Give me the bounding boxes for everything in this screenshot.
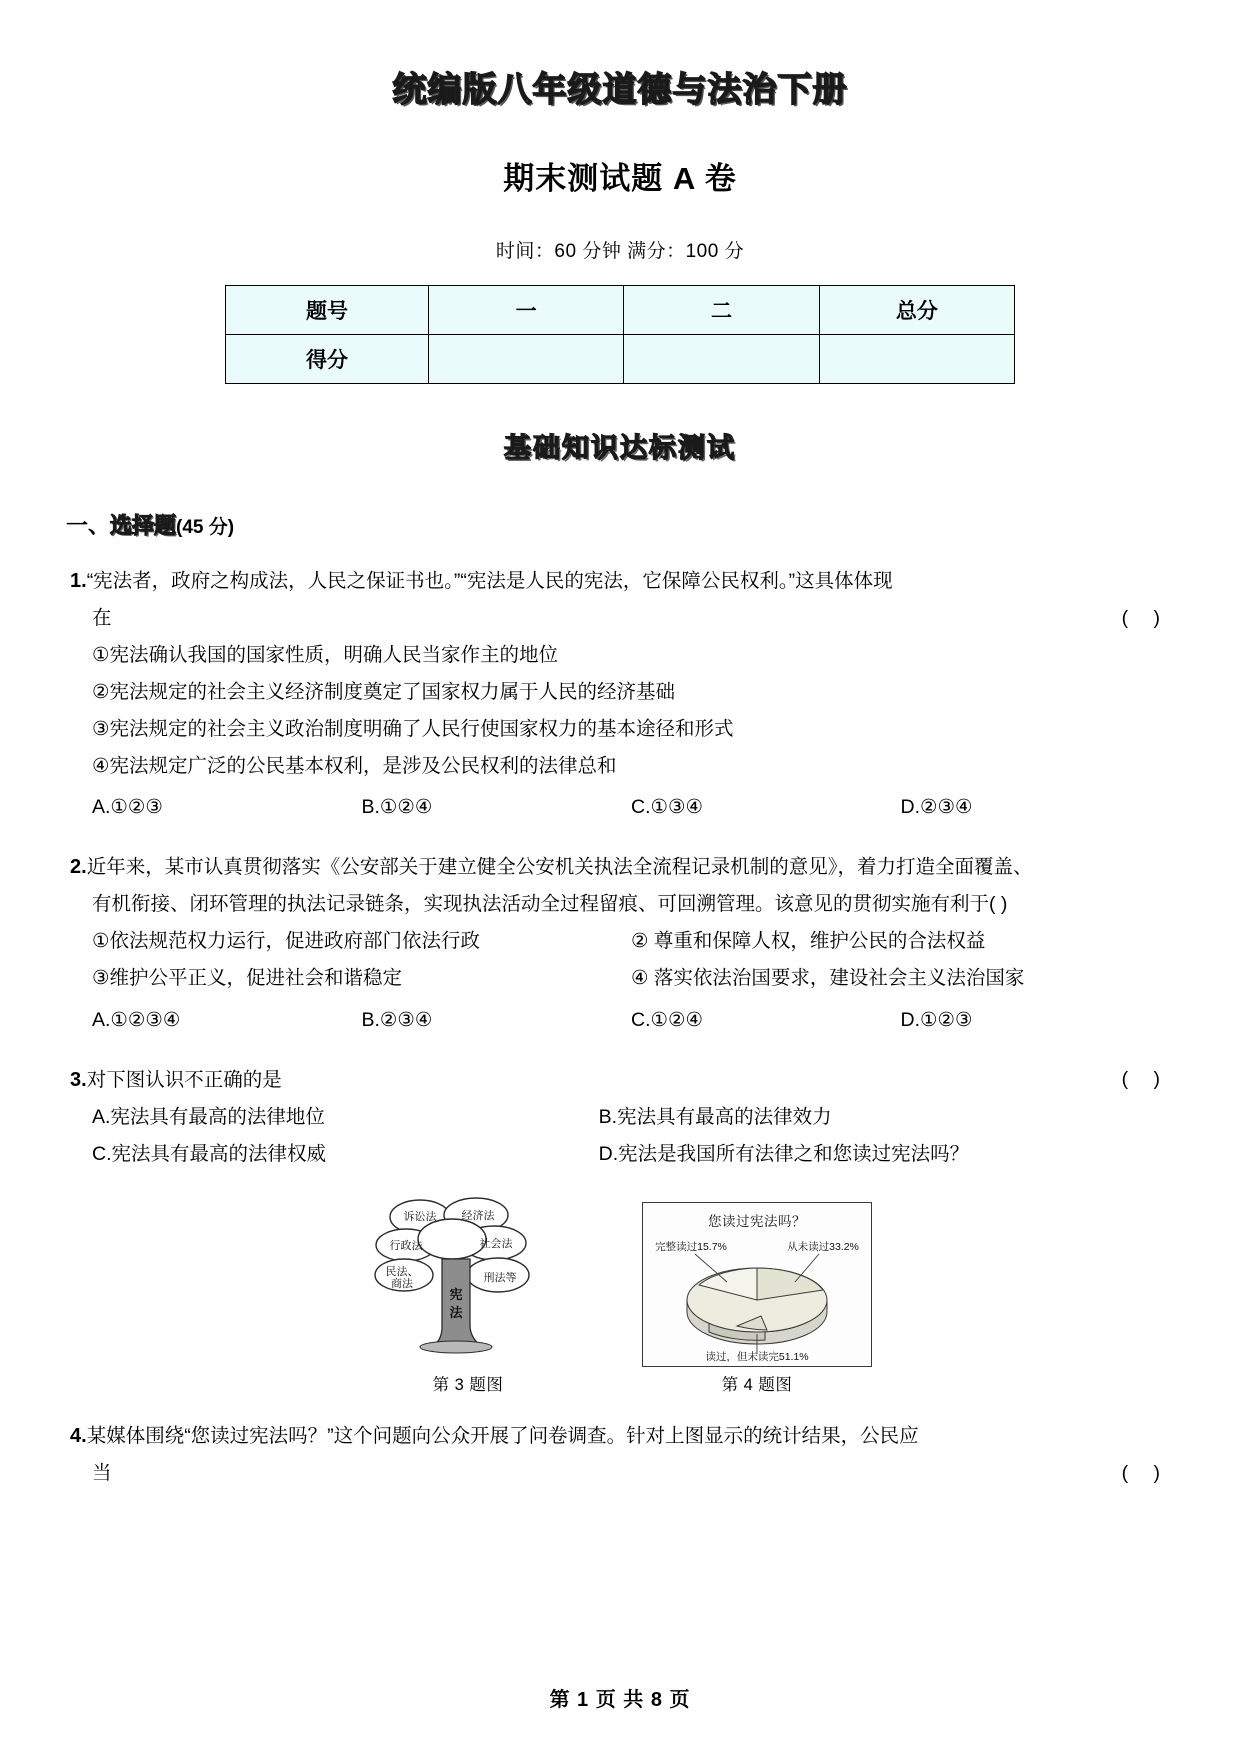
score-table-col-2: 二 (624, 286, 819, 335)
tree-label-commercial: 商法 (391, 1277, 413, 1290)
question-2-option-c[interactable]: C.①②④ (631, 1008, 703, 1031)
question-2-number: 2. (70, 856, 87, 879)
figures-row (70, 1187, 1170, 1395)
pie-label-partially-read: 读过，但未读完51.1% (705, 1350, 809, 1362)
question-4-answer-blank[interactable]: ( ) (1121, 1461, 1170, 1484)
question-4-stem-line2 (70, 1455, 1170, 1492)
page-title: 统编版八年级道德与法治下册 (392, 71, 848, 109)
question-1-stem-line1 (70, 562, 1170, 600)
question-4-stem-line1 (70, 1417, 1170, 1455)
pie-label-read-fully: 完整读过15.7% (655, 1240, 727, 1253)
question-1-number: 1. (70, 570, 87, 592)
score-cell-total[interactable] (819, 335, 1014, 384)
question-2-items-row2 (70, 960, 1170, 997)
question-3-answer-blank[interactable]: ( ) (1121, 1067, 1170, 1090)
question-4-number: 4. (70, 1424, 87, 1447)
question-2-item-3: ③维护公平正义，促进社会和谐稳定 (92, 967, 402, 990)
question-3-options-row2 (70, 1136, 1170, 1173)
tree-label-litigation: 诉讼法 (403, 1210, 437, 1223)
figure-tree (368, 1187, 568, 1395)
figure-pie-caption: 第 4 题图 (721, 1375, 793, 1394)
question-2-option-b[interactable]: B.②③④ (361, 1008, 433, 1031)
score-cell-2[interactable] (624, 335, 819, 384)
question-1 (70, 562, 1170, 826)
question-1-item-4: ④宪法规定广泛的公民基本权利，是涉及公民权利的法律总和 (92, 755, 617, 778)
pie-chart-box (642, 1202, 872, 1367)
pie-label-never-read: 从未读过33.2% (787, 1240, 859, 1253)
question-group-heading (0, 465, 1240, 540)
question-1-answer-blank[interactable]: ( ) (1121, 607, 1170, 630)
question-2-option-d[interactable]: D.①②③ (900, 1008, 973, 1031)
question-1-option-c[interactable]: C.①③④ (631, 796, 703, 819)
question-1-option-a[interactable]: A.①②③ (92, 796, 163, 819)
question-1-item-3: ③宪法规定的社会主义政治制度明确了人民行使国家权力的基本途径和形式 (92, 718, 734, 741)
score-table-wrapper (225, 285, 1015, 384)
question-2-stem-cont: 有机衔接、闭环管理的执法记录链条，实现执法活动全过程留痕、可回溯管理。该意见的贯彻实施有利于( ) (92, 893, 1008, 916)
question-1-option-d[interactable]: D.②③④ (900, 796, 973, 819)
question-1-options (70, 789, 1170, 826)
tree-trunk-label-2: 法 (449, 1304, 463, 1320)
question-2-stem-line1 (70, 848, 1170, 886)
tree-label-administrative: 行政法 (389, 1239, 423, 1252)
figure-tree-caption: 第 3 题图 (432, 1375, 504, 1394)
question-2-item-4: ④ 落实依法治国要求，建设社会主义法治国家 (631, 967, 1025, 990)
score-table (225, 285, 1015, 384)
question-3-stem (70, 1061, 1170, 1099)
tree-trunk-label-1: 宪 (449, 1286, 463, 1302)
question-1-item-1: ①宪法确认我国的国家性质，明确人民当家作主的地位 (92, 644, 558, 667)
question-3-stem-text: 对下图认识不正确的是 (86, 1068, 282, 1091)
question-2-items-row1 (70, 923, 1170, 960)
question-3-option-d[interactable]: D.宪法是我国所有法律之和您读过宪法吗？ (598, 1142, 970, 1165)
question-2-item-1: ①依法规范权力运行，促进政府部门依法行政 (92, 930, 480, 953)
question-4-stem-cont: 当 (92, 1461, 112, 1484)
tree-label-social: 社会法 (479, 1237, 513, 1250)
table-row (226, 335, 1015, 384)
page-subtitle: 期末测试题 A 卷 (503, 161, 737, 196)
score-table-col-total: 总分 (819, 286, 1014, 335)
score-table-col-1: 一 (429, 286, 624, 335)
score-table-row-label: 得分 (226, 335, 429, 384)
question-3-number: 3. (70, 1068, 87, 1091)
question-1-stem-text: “宪法者，政府之构成法，人民之保证书也。”“宪法是人民的宪法，它保障公民权利。”这具体体现 (86, 570, 893, 592)
exam-meta: 时间：60 分钟 满分：100 分 (495, 241, 745, 262)
score-table-row-label: 题号 (226, 286, 429, 335)
table-row (226, 286, 1015, 335)
page-footer: 第 1 页 共 8 页 (549, 1689, 691, 1711)
pie-chart (643, 1230, 871, 1362)
group-points: (45 分) (176, 517, 235, 538)
question-3-option-c[interactable]: C.宪法具有最高的法律权威 (92, 1142, 327, 1165)
question-1-stem-cont: 在 (92, 607, 112, 630)
question-3-option-a[interactable]: A.宪法具有最高的法律地位 (92, 1105, 325, 1128)
questions-body (0, 562, 1240, 1492)
question-4-stem-text: 某媒体围绕“您读过宪法吗？”这个问题向公众开展了问卷调查。针对上图显示的统计结果，公民应 (86, 1424, 919, 1447)
group-index: 一、 (66, 513, 111, 538)
question-3 (70, 1061, 1170, 1173)
score-cell-1[interactable] (429, 335, 624, 384)
tree-label-civil: 民法、 (385, 1265, 419, 1278)
question-2 (70, 848, 1170, 1038)
question-2-item-2: ② 尊重和保障人权，维护公民的合法权益 (631, 930, 986, 953)
question-4 (70, 1417, 1170, 1492)
question-2-option-a[interactable]: A.①②③④ (92, 1008, 181, 1031)
question-1-option-b[interactable]: B.①②④ (361, 796, 433, 819)
question-1-item-2: ②宪法规定的社会主义经济制度奠定了国家权力属于人民的经济基础 (92, 681, 675, 704)
question-2-stem-line2 (70, 886, 1170, 923)
section-heading: 基础知识达标测试 (504, 433, 736, 463)
law-tree-diagram (368, 1187, 568, 1362)
tree-label-economic: 经济法 (461, 1209, 495, 1222)
tree-label-criminal: 刑法等 (483, 1271, 517, 1284)
question-2-stem-text: 近年来，某市认真贯彻落实《公安部关于建立健全公安机关执法全流程记录机制的意见》，着力打造全面覆盖、 (86, 856, 1033, 879)
question-2-options (70, 1002, 1170, 1039)
pie-chart-title: 您读过宪法吗？ (708, 1213, 806, 1229)
figure-pie (642, 1202, 872, 1395)
question-3-option-b[interactable]: B.宪法具有最高的法律效力 (598, 1105, 832, 1128)
question-3-options-row1 (70, 1099, 1170, 1136)
question-1-stem-line2 (70, 600, 1170, 637)
group-name: 选择题 (110, 513, 177, 538)
